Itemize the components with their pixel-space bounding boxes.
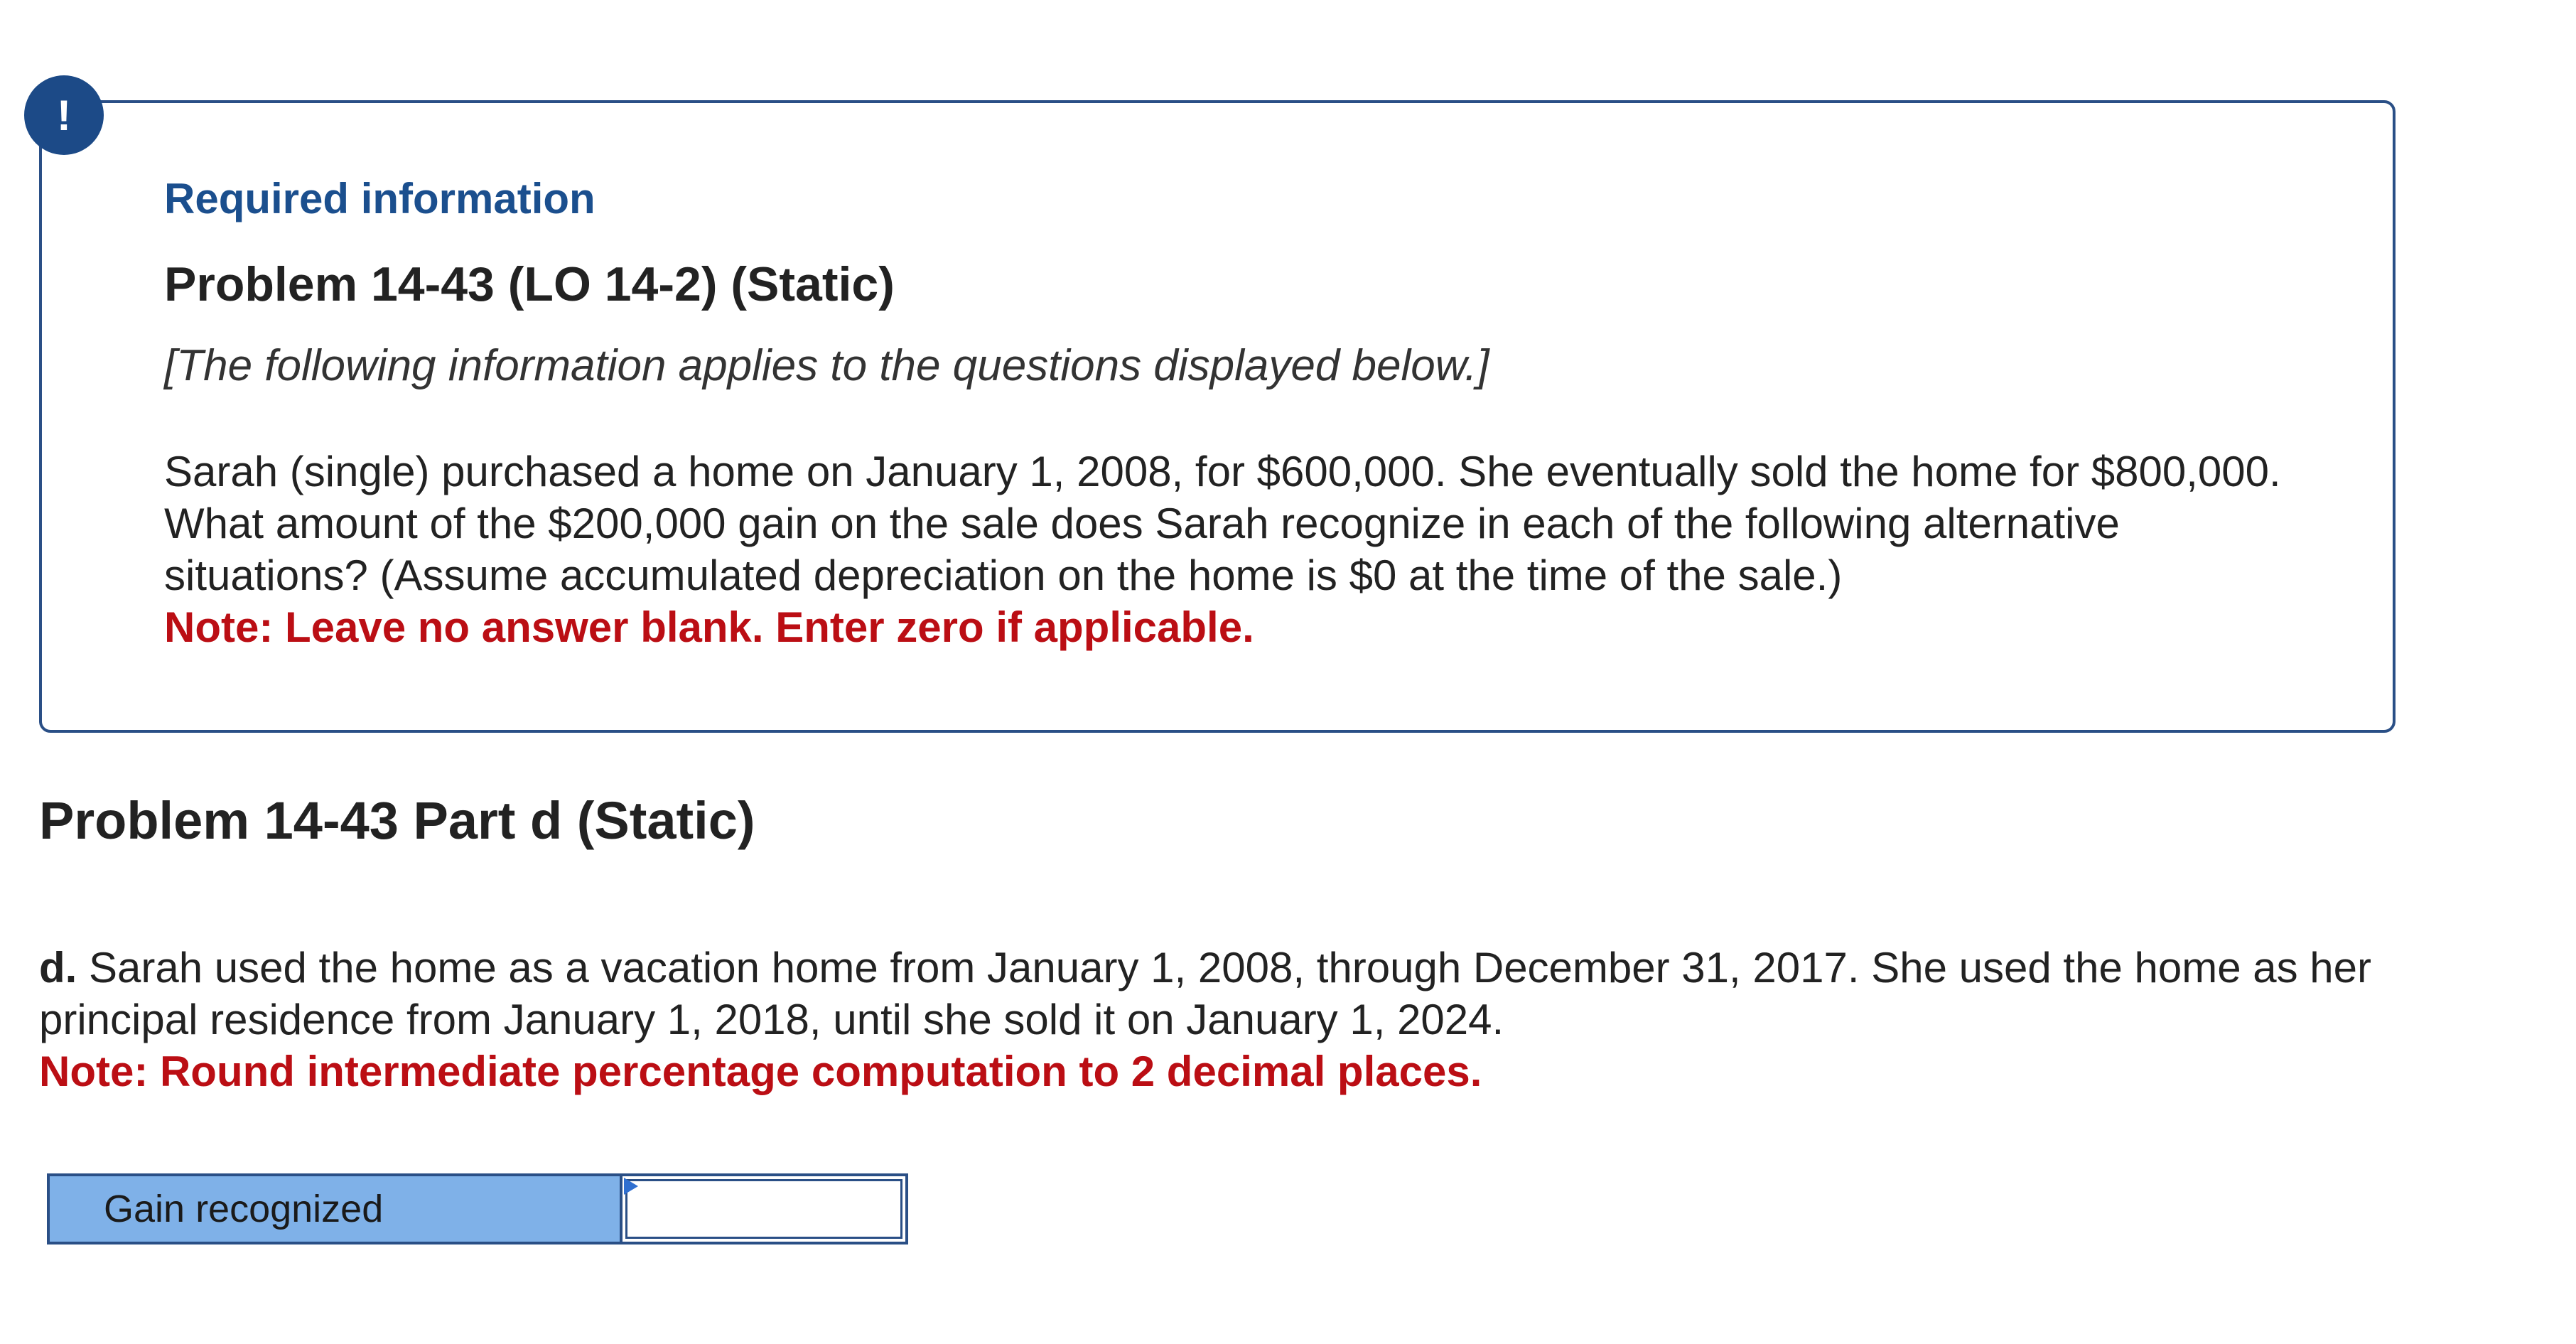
part-body: Sarah used the home as a vacation home from January 1, 2008, through December 31, 2017. She used the home as her principal residence from January 1, 2018, until she sold it on January 1, 2024. xyxy=(39,944,2371,1043)
cell-marker-icon xyxy=(624,1178,638,1195)
part-note: Note: Round intermediate percentage computation to 2 decimal places. xyxy=(39,1048,1482,1095)
problem-description xyxy=(164,446,2324,653)
gain-recognized-input[interactable] xyxy=(625,1179,902,1239)
problem-title: Problem 14-43 (LO 14-2) (Static) xyxy=(164,257,895,311)
gain-recognized-cell xyxy=(623,1176,905,1242)
part-letter: d. xyxy=(39,944,77,991)
part-title: Problem 14-43 Part d (Static) xyxy=(39,791,755,850)
problem-note: Note: Leave no answer blank. Enter zero if applicable. xyxy=(164,603,1254,651)
answer-table xyxy=(47,1173,908,1244)
alert-icon: ! xyxy=(24,75,104,155)
problem-body: Sarah (single) purchased a home on January 1, 2008, for $600,000. She eventually sold the home for $800,000. What amount of the $200,000 gain on the sale does Sarah recognize in each of the following alternative situations? (Assume accumulated depreciation on the home is $0 at the time of the sale.) xyxy=(164,448,2281,599)
applies-note: [The following information applies to the questions displayed below.] xyxy=(164,341,1489,390)
required-information-heading: Required information xyxy=(164,175,596,222)
gain-recognized-label: Gain recognized xyxy=(50,1176,623,1242)
part-description xyxy=(39,942,2540,1097)
required-information-box xyxy=(39,100,2396,733)
